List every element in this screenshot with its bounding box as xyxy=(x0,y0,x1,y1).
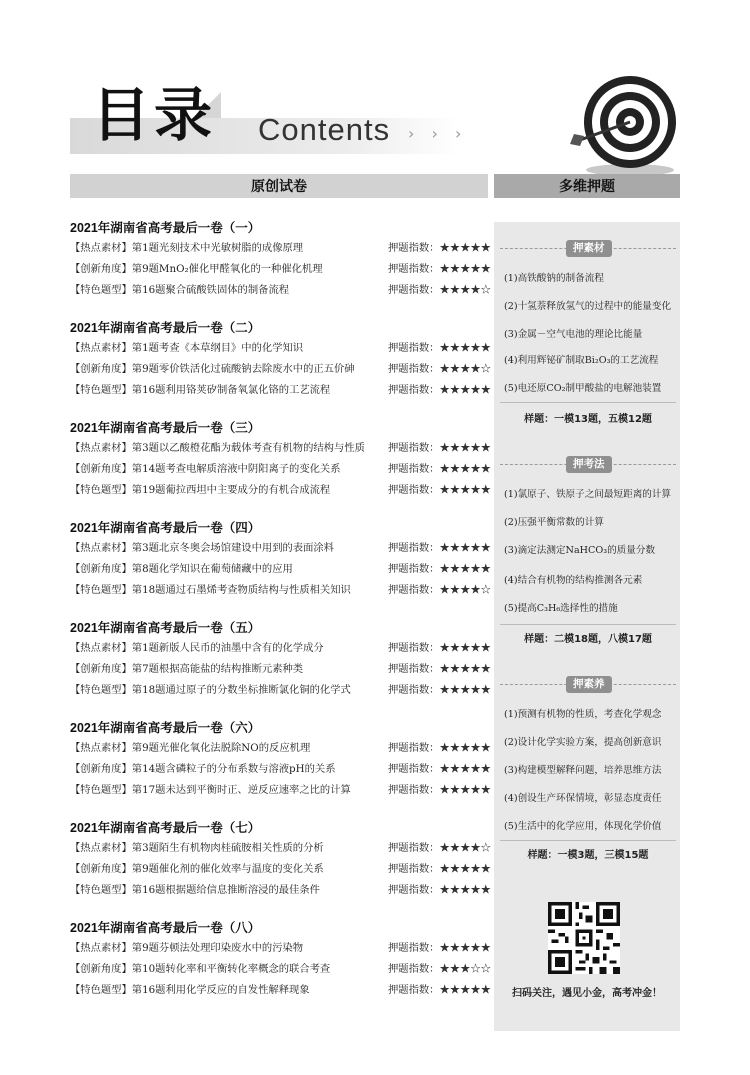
row-tag: 【特色题型】 xyxy=(70,984,132,996)
toc-row[interactable] xyxy=(70,680,490,701)
toc-row[interactable] xyxy=(70,880,490,901)
row-description: 第19题葡拉西坦中主要成分的有机合成流程 xyxy=(131,484,331,496)
page-title-en: Contents xyxy=(258,112,391,147)
row-description: 第7题根据高能盐的结构推断元素种类 xyxy=(131,663,304,675)
row-tag: 【热点素材】 xyxy=(70,242,132,254)
row-score xyxy=(388,880,491,901)
section-title[interactable]: 2021年湖南省高考最后一卷（三） xyxy=(70,421,261,435)
row-score xyxy=(388,380,491,401)
star-rating: ★★★★★ xyxy=(439,242,491,254)
section-title[interactable]: 2021年湖南省高考最后一卷（四） xyxy=(70,521,261,535)
group-item: (3)构建模型解释问题，培养思维方法 xyxy=(504,765,662,776)
group-item: (2)设计化学实验方案，提高创新意识 xyxy=(504,737,662,748)
group-item: (3)滴定法测定NaHCO₃的质量分数 xyxy=(504,545,656,556)
score-label: 押题指数： xyxy=(388,263,440,275)
toc-row[interactable] xyxy=(70,580,490,601)
row-score xyxy=(388,980,491,1001)
group-pill: 押素材 xyxy=(566,240,612,257)
row-description: 第3题陌生有机物肉桂硫胺相关性质的分析 xyxy=(131,842,324,854)
toc-row[interactable] xyxy=(70,659,490,680)
section-title[interactable]: 2021年湖南省高考最后一卷（二） xyxy=(70,321,261,335)
toc-row[interactable] xyxy=(70,938,490,959)
group-item: (3)金属－空气电池的理论比能量 xyxy=(504,329,643,340)
row-tag: 【热点素材】 xyxy=(70,842,132,854)
score-label: 押题指数： xyxy=(388,284,440,296)
group-item: (1)预测有机物的性质，考查化学观念 xyxy=(504,709,662,720)
toc-row[interactable] xyxy=(70,738,490,759)
column-title-original-label: 原创试卷 xyxy=(251,178,307,194)
score-label: 押题指数： xyxy=(388,863,440,875)
toc-section xyxy=(70,318,490,401)
toc-row[interactable] xyxy=(70,780,490,801)
star-rating: ★★★★★ xyxy=(439,784,491,796)
score-label: 押题指数： xyxy=(388,442,440,454)
toc-row[interactable] xyxy=(70,838,490,859)
row-description: 第8题化学知识在葡萄储藏中的应用 xyxy=(131,563,293,575)
toc-row[interactable] xyxy=(70,638,490,659)
score-label: 押题指数： xyxy=(388,884,440,896)
column-title-predict xyxy=(494,174,680,198)
score-label: 押题指数： xyxy=(388,684,440,696)
score-label: 押题指数： xyxy=(388,842,440,854)
sample-divider xyxy=(500,402,676,403)
toc-section xyxy=(70,918,490,1001)
row-description: 第17题未达到平衡时正、逆反应速率之比的计算 xyxy=(131,784,351,796)
page-title-cn: 目录 xyxy=(92,81,217,149)
row-score xyxy=(388,538,491,559)
row-description: 第1题考查《本草纲目》中的化学知识 xyxy=(131,342,304,354)
toc-row[interactable] xyxy=(70,380,490,401)
row-score xyxy=(388,238,491,259)
row-tag: 【热点素材】 xyxy=(70,642,132,654)
row-score xyxy=(388,338,491,359)
toc-row[interactable] xyxy=(70,238,490,259)
row-score xyxy=(388,759,491,780)
row-description: 第18题通过石墨烯考查物质结构与性质相关知识 xyxy=(131,584,351,596)
toc-row[interactable] xyxy=(70,559,490,580)
toc-row[interactable] xyxy=(70,980,490,1001)
toc-row[interactable] xyxy=(70,359,490,380)
row-description: 第3题以乙酸橙花酯为载体考查有机物的结构与性质 xyxy=(131,442,365,454)
section-title[interactable]: 2021年湖南省高考最后一卷（一） xyxy=(70,221,261,235)
score-label: 押题指数： xyxy=(388,984,440,996)
column-title-predict-label: 多维押题 xyxy=(559,178,615,194)
group-item: (1)氯原子、铁原子之间最短距离的计算 xyxy=(504,489,672,500)
row-description: 第9题MnO₂催化甲醛氧化的一种催化机理 xyxy=(131,263,323,275)
group-pill: 押考法 xyxy=(566,456,612,473)
star-rating: ★★★★★ xyxy=(439,684,491,696)
target-with-dart-icon xyxy=(568,70,688,180)
row-score xyxy=(388,938,491,959)
row-description: 第14题含磷粒子的分布系数与溶液pH的关系 xyxy=(131,763,336,775)
score-label: 押题指数： xyxy=(388,742,440,754)
score-label: 押题指数： xyxy=(388,563,440,575)
score-label: 押题指数： xyxy=(388,463,440,475)
row-description: 第3题北京冬奥会场馆建设中用到的表面涂料 xyxy=(131,542,334,554)
star-rating: ★★★★☆ xyxy=(439,284,491,296)
group-item: (1)高铁酸钠的制备流程 xyxy=(504,273,604,284)
group-item: (2)十氢萘释放氢气的过程中的能量变化 xyxy=(504,301,672,312)
toc-section xyxy=(70,818,490,901)
group-item: (2)压强平衡常数的计算 xyxy=(504,517,604,528)
section-title[interactable]: 2021年湖南省高考最后一卷（五） xyxy=(70,621,261,635)
row-description: 第16题聚合硫酸铁固体的制备流程 xyxy=(131,284,290,296)
group-item: (4)利用辉铋矿制取Bi₂O₃的工艺流程 xyxy=(504,355,659,366)
score-label: 押题指数： xyxy=(388,542,440,554)
row-tag: 【创新角度】 xyxy=(70,663,132,675)
section-title[interactable]: 2021年湖南省高考最后一卷（六） xyxy=(70,721,261,735)
toc-row[interactable] xyxy=(70,338,490,359)
group-item: (4)创设生产环保情境，彰显态度责任 xyxy=(504,793,662,804)
star-rating: ★★★★★ xyxy=(439,642,491,654)
row-score xyxy=(388,680,491,701)
qr-code-icon xyxy=(548,902,620,974)
row-description: 第14题考查电解质溶液中阴阳离子的变化关系 xyxy=(131,463,341,475)
row-description: 第1题新版人民币的油墨中含有的化学成分 xyxy=(131,642,324,654)
row-tag: 【创新角度】 xyxy=(70,763,132,775)
row-tag: 【特色题型】 xyxy=(70,584,132,596)
row-description: 第10题转化率和平衡转化率概念的联合考查 xyxy=(131,963,331,975)
row-description: 第9题零价铁活化过硫酸钠去除废水中的正五价砷 xyxy=(131,363,355,375)
row-tag: 【特色题型】 xyxy=(70,784,132,796)
score-label: 押题指数： xyxy=(388,384,440,396)
row-description: 第1题光刻技术中光敏树脂的成像原理 xyxy=(131,242,304,254)
star-rating: ★★★★★ xyxy=(439,484,491,496)
star-rating: ★★★★☆ xyxy=(439,363,491,375)
toc-row[interactable] xyxy=(70,459,490,480)
toc-row[interactable] xyxy=(70,280,490,301)
row-tag: 【热点素材】 xyxy=(70,542,132,554)
toc-row[interactable] xyxy=(70,480,490,501)
toc-row[interactable] xyxy=(70,959,490,980)
star-rating: ★★★★★ xyxy=(439,742,491,754)
row-description: 第9题光催化氧化法脱除NO的反应机理 xyxy=(131,742,311,754)
star-rating: ★★★★★ xyxy=(439,763,491,775)
row-score xyxy=(388,259,491,280)
row-description: 第16题根据题给信息推断溶浸的最佳条件 xyxy=(131,884,320,896)
star-rating: ★★★★★ xyxy=(439,863,491,875)
row-tag: 【特色题型】 xyxy=(70,284,132,296)
toc-section xyxy=(70,418,490,501)
toc-row[interactable] xyxy=(70,438,490,459)
column-title-original xyxy=(70,174,488,198)
row-tag: 【热点素材】 xyxy=(70,942,132,954)
row-score xyxy=(388,659,491,680)
row-score xyxy=(388,438,491,459)
group-pill: 押素养 xyxy=(566,676,612,693)
row-score xyxy=(388,859,491,880)
star-rating: ★★★★★ xyxy=(439,342,491,354)
group-item: (5)生活中的化学应用，体现化学价值 xyxy=(504,821,662,832)
toc-section xyxy=(70,718,490,801)
row-description: 第16题利用化学反应的自发性解释现象 xyxy=(131,984,310,996)
toc-section xyxy=(70,618,490,701)
group-sample: 样题：二模18题，八模17题 xyxy=(524,634,652,645)
row-tag: 【创新角度】 xyxy=(70,863,132,875)
row-tag: 【热点素材】 xyxy=(70,742,132,754)
group-sample: 样题：一模13题，五模12题 xyxy=(524,414,652,425)
score-label: 押题指数： xyxy=(388,642,440,654)
row-description: 第9题催化剂的催化效率与温度的变化关系 xyxy=(131,863,324,875)
star-rating: ★★★★★ xyxy=(439,563,491,575)
star-rating: ★★★★★ xyxy=(439,984,491,996)
star-rating: ★★★★★ xyxy=(439,384,491,396)
section-title[interactable]: 2021年湖南省高考最后一卷（八） xyxy=(70,921,261,935)
star-rating: ★★★★★ xyxy=(439,542,491,554)
row-tag: 【创新角度】 xyxy=(70,963,132,975)
star-rating: ★★★★☆ xyxy=(439,842,491,854)
score-label: 押题指数： xyxy=(388,963,440,975)
toc-row[interactable] xyxy=(70,759,490,780)
star-rating: ★★★☆☆ xyxy=(439,963,491,975)
toc-row[interactable] xyxy=(70,259,490,280)
row-score xyxy=(388,480,491,501)
star-rating: ★★★★★ xyxy=(439,884,491,896)
row-tag: 【特色题型】 xyxy=(70,484,132,496)
group-item: (5)电还原CO₂制甲酸盐的电解池装置 xyxy=(504,383,662,394)
group-item: (5)提高C₃H₆选择性的措施 xyxy=(504,603,618,614)
row-score xyxy=(388,959,491,980)
toc-section xyxy=(70,518,490,601)
toc-row[interactable] xyxy=(70,538,490,559)
row-tag: 【创新角度】 xyxy=(70,263,132,275)
toc-section xyxy=(70,218,490,301)
row-score xyxy=(388,359,491,380)
sample-divider xyxy=(500,840,676,841)
row-tag: 【创新角度】 xyxy=(70,563,132,575)
row-score xyxy=(388,280,491,301)
row-description: 第18题通过原子的分数坐标推断氯化铜的化学式 xyxy=(131,684,351,696)
score-label: 押题指数： xyxy=(388,342,440,354)
score-label: 押题指数： xyxy=(388,484,440,496)
row-score xyxy=(388,738,491,759)
star-rating: ★★★★★ xyxy=(439,442,491,454)
row-score xyxy=(388,459,491,480)
chevron-right-icon: › › › xyxy=(408,124,468,143)
sample-divider xyxy=(500,624,676,625)
score-label: 押题指数： xyxy=(388,942,440,954)
row-tag: 【创新角度】 xyxy=(70,363,132,375)
score-label: 押题指数： xyxy=(388,763,440,775)
row-score xyxy=(388,838,491,859)
row-description: 第9题芬顿法处理印染废水中的污染物 xyxy=(131,942,304,954)
row-description: 第16题利用铬荚矽制备氧氯化铬的工艺流程 xyxy=(131,384,331,396)
row-tag: 【创新角度】 xyxy=(70,463,132,475)
row-tag: 【特色题型】 xyxy=(70,384,132,396)
score-label: 押题指数： xyxy=(388,663,440,675)
row-score xyxy=(388,559,491,580)
star-rating: ★★★★☆ xyxy=(439,584,491,596)
row-tag: 【特色题型】 xyxy=(70,884,132,896)
row-tag: 【热点素材】 xyxy=(70,442,132,454)
qr-caption: 扫码关注，遇见小金，高考冲金！ xyxy=(512,988,662,999)
star-rating: ★★★★★ xyxy=(439,663,491,675)
group-item: (4)结合有机物的结构推测各元素 xyxy=(504,575,643,586)
row-tag: 【特色题型】 xyxy=(70,684,132,696)
row-tag: 【热点素材】 xyxy=(70,342,132,354)
toc-row[interactable] xyxy=(70,859,490,880)
star-rating: ★★★★★ xyxy=(439,942,491,954)
score-label: 押题指数： xyxy=(388,784,440,796)
section-title[interactable]: 2021年湖南省高考最后一卷（七） xyxy=(70,821,261,835)
score-label: 押题指数： xyxy=(388,584,440,596)
row-score xyxy=(388,780,491,801)
star-rating: ★★★★★ xyxy=(439,463,491,475)
score-label: 押题指数： xyxy=(388,242,440,254)
star-rating: ★★★★★ xyxy=(439,263,491,275)
score-label: 押题指数： xyxy=(388,363,440,375)
row-score xyxy=(388,580,491,601)
group-sample: 样题：一模3题，三模15题 xyxy=(527,850,649,861)
row-score xyxy=(388,638,491,659)
